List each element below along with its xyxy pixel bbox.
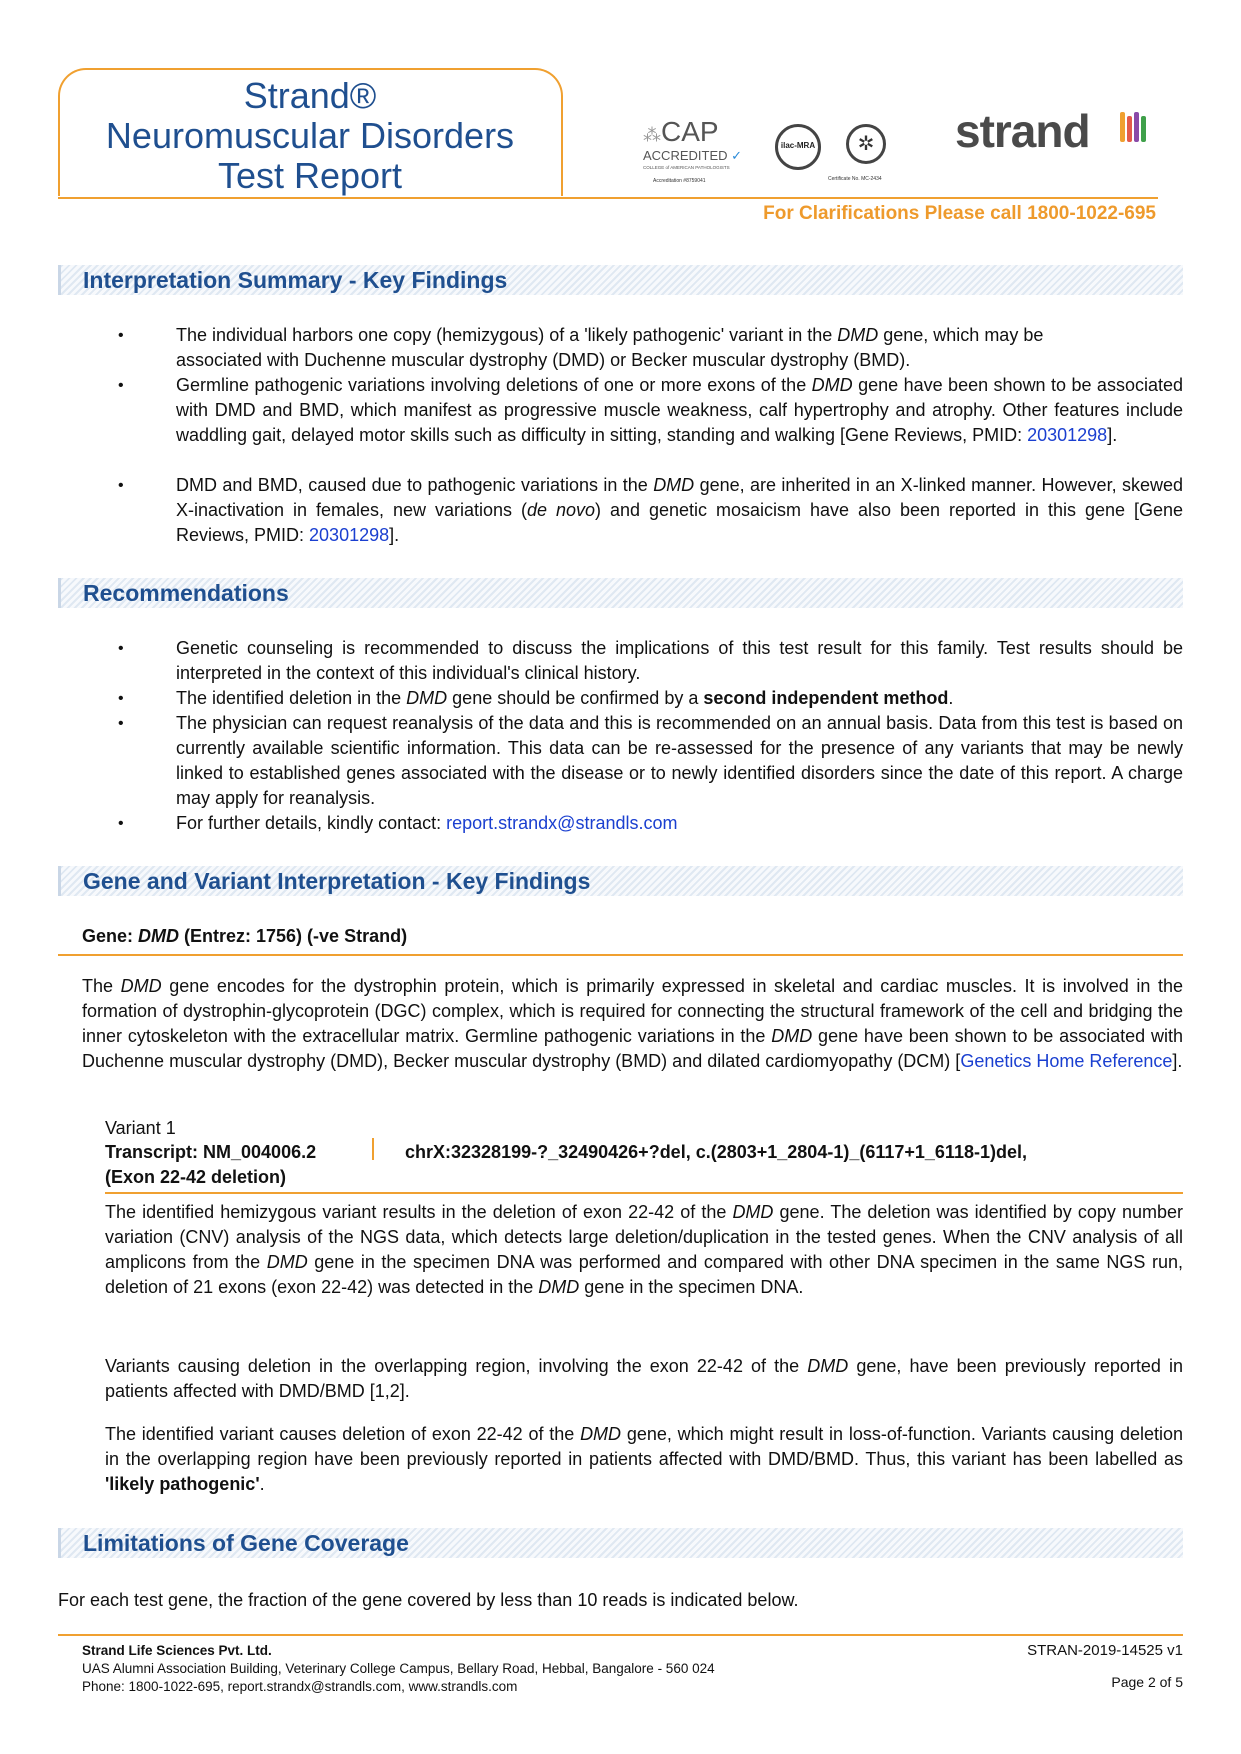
summary-bullet-1 xyxy=(176,323,1183,373)
bullet-icon: • xyxy=(118,377,124,394)
recommendation-1: Genetic counseling is recommended to discuss the implications of this test result for this family. Test results should be interpreted in the context of this individual's clinical history. xyxy=(176,638,1183,683)
genetics-home-reference-link[interactable]: Genetics Home Reference xyxy=(960,1051,1173,1071)
gene-name: DMD xyxy=(807,1356,849,1376)
interpretation-heading-bar xyxy=(58,265,1183,295)
footer-contact: Phone: 1800-1022-695, report.strandx@strandls.com, www.strandls.com xyxy=(82,1679,518,1694)
gene-name: DMD xyxy=(732,1202,774,1222)
text: The identified deletion in the xyxy=(176,688,407,708)
text: gene in the specimen DNA. xyxy=(579,1277,804,1297)
hgvs-notation: chrX:32328199-?_32490426+?del, c.(2803+1_2804-1)_(6117+1_6118-1)del, xyxy=(405,1142,1027,1162)
report-title: Neuromuscular Disorders xyxy=(105,115,515,156)
recommendations-heading: Recommendations xyxy=(83,580,289,606)
bullet-icon: • xyxy=(118,327,124,344)
footer-address: UAS Alumni Association Building, Veterinary College Campus, Bellary Road, Hebbal, Bangalore - 560 024 xyxy=(82,1661,715,1676)
interpretation-heading: Interpretation Summary - Key Findings xyxy=(83,267,508,293)
text: associated with Duchenne muscular dystrophy (DMD) or Becker muscular dystrophy (BMD). xyxy=(176,350,911,370)
cap-college: COLLEGE of AMERICAN PATHOLOGISTS xyxy=(643,165,730,170)
text: ]. xyxy=(1172,1051,1183,1071)
text: gene, have been previously reported in patients affected with DMD/BMD [1,2]. xyxy=(105,1356,1184,1401)
variant-rule xyxy=(105,1192,1183,1194)
report-subtitle: Test Report xyxy=(217,155,403,196)
text: . xyxy=(259,1474,265,1494)
text: gene. The deletion was identified by copy number variation (CNV) analysis of the NGS data, which detects large deletion/duplication in the tested genes. When the CNV analysis of all amplicons from the xyxy=(105,1202,1184,1272)
nabl-logo: ✲ xyxy=(846,124,886,164)
divider xyxy=(372,1138,374,1160)
clarifications-phone: For Clarifications Please call 1800-1022-695 xyxy=(763,203,1156,224)
summary-bullet-3 xyxy=(176,473,1183,548)
de-novo-term: de novo xyxy=(527,500,596,520)
limitations-text: For each test gene, the fraction of the gene covered by less than 10 reads is indicated below. xyxy=(58,1590,799,1610)
ilac-logo xyxy=(775,124,821,170)
text: gene have been shown to be associated with Duchenne muscular dystrophy (DMD), Becker muscular dystrophy (BMD) and dilated cardiomyopathy (DCM) [ xyxy=(82,1026,1183,1071)
exon-deletion: (Exon 22-42 deletion) xyxy=(105,1167,287,1187)
ilac-text: ilac-MRA xyxy=(780,141,816,150)
gene-name: DMD xyxy=(120,976,162,996)
cap-text: CAP xyxy=(661,116,719,147)
limitations-heading: Limitations of Gene Coverage xyxy=(83,1530,409,1556)
recommendation-4 xyxy=(176,811,1183,836)
classification: 'likely pathogenic' xyxy=(105,1474,260,1494)
cap-logo: ⁂CAP ACCREDITED ✓ COLLEGE of AMERICAN PATHOLOGISTS Accreditation #8759041 xyxy=(643,118,763,185)
bullet-icon: • xyxy=(118,640,124,657)
text: gene should be confirmed by a xyxy=(447,688,704,708)
header-rule xyxy=(58,197,1158,199)
text: ]. xyxy=(1107,425,1118,445)
gene-name: DMD xyxy=(138,926,180,946)
text: gene encodes for the dystrophin protein, which is primarily expressed in skeletal and cardiac muscles. It is involved in the formation of dystrophin-glycoprotein (DGC) complex, which is required for connecting the structural framework of the cell and bridging the inner cytoskeleton with the extracellular matrix. Germline pathogenic variations in the xyxy=(82,976,1183,1046)
report-id: STRAN-2019-14525 v1 xyxy=(1027,1642,1183,1659)
bullet-icon: • xyxy=(118,477,124,494)
emphasis: second independent method xyxy=(703,688,949,708)
gene-variant-heading: Gene and Variant Interpretation - Key Findings xyxy=(83,868,591,894)
bullet-icon: • xyxy=(118,715,124,732)
text: gene, which may be xyxy=(878,325,1044,345)
text: The identified hemizygous variant results in the deletion of exon 22-42 of the xyxy=(105,1202,733,1222)
gene-name: DMD xyxy=(580,1424,622,1444)
pmid-link[interactable]: 20301298 xyxy=(309,525,390,545)
gene-name: DMD xyxy=(538,1277,580,1297)
certificate-number: Certificate No. MC-2434 xyxy=(828,176,882,182)
gene-name: DMD xyxy=(837,325,879,345)
checkmark-icon: ✓ xyxy=(731,148,743,163)
variant-paragraph-3 xyxy=(105,1422,1183,1497)
page-number: Page 2 of 5 xyxy=(1111,1674,1183,1690)
recommendation-2 xyxy=(176,686,1183,711)
gene-name: DMD xyxy=(406,688,448,708)
text: The xyxy=(82,976,121,996)
pmid-link[interactable]: 20301298 xyxy=(1027,425,1108,445)
text: gene have been shown to be associated with DMD and BMD, which manifest as progressive muscle weakness, calf hypertrophy and atrophy. Other features include waddling gait, delayed motor skills such as difficulty in sitting, standing and walking [Gene Reviews, PMID: xyxy=(176,375,1183,445)
text: For further details, kindly contact: xyxy=(176,813,447,833)
text: (Entrez: 1756) (-ve Strand) xyxy=(179,926,408,946)
text: Gene: xyxy=(82,926,139,946)
recommendations-heading-bar xyxy=(58,578,1183,608)
gene-rule xyxy=(58,954,1183,956)
text: DMD and BMD, caused due to pathogenic variations in the xyxy=(176,475,654,495)
limitations-heading-bar xyxy=(58,1528,1183,1558)
summary-bullet-2 xyxy=(176,373,1183,448)
text: The identified variant causes deletion of exon 22-42 of the xyxy=(105,1424,581,1444)
text: ]. xyxy=(389,525,400,545)
bullet-icon: • xyxy=(118,690,124,707)
variant-label: Variant 1 xyxy=(105,1118,176,1138)
text: Variants causing deletion in the overlapping region, involving the exon 22-42 of the xyxy=(105,1356,808,1376)
gene-name: DMD xyxy=(653,475,695,495)
gene-description xyxy=(82,974,1183,1074)
gene-name: DMD xyxy=(811,375,853,395)
text: gene in the specimen DNA was performed and compared with other DNA specimen in the same NGS run, deletion of 21 exons (exon 22-42) was detected in the xyxy=(105,1252,1184,1297)
gene-name: DMD xyxy=(771,1026,813,1046)
transcript: Transcript: NM_004006.2 xyxy=(105,1142,317,1162)
text: gene, are inherited in an X-linked manner. However, skewed X-inactivation in females, new variations ( xyxy=(176,475,1183,520)
text: . xyxy=(948,688,954,708)
email-link[interactable]: report.strandx@strandls.com xyxy=(446,813,678,833)
gene-name: DMD xyxy=(266,1252,308,1272)
strand-logo: strand xyxy=(955,105,1090,157)
variant-paragraph-2 xyxy=(105,1354,1183,1404)
footer-company: Strand Life Sciences Pvt. Ltd. xyxy=(82,1643,272,1658)
text: gene, which might result in loss-of-function. Variants causing deletion in the overlapping region have been previously reported in patients affected with DMD/BMD. Thus, this variant has been labelled as xyxy=(105,1424,1183,1469)
strand-logo-icon xyxy=(1120,112,1148,142)
variant-paragraph-1 xyxy=(105,1200,1183,1300)
footer-rule xyxy=(58,1634,1183,1636)
bullet-icon: • xyxy=(118,815,124,832)
recommendation-3: The physician can request reanalysis of the data and this is recommended on an annual basis. Data from this test is based on currently available scientific information. This data can be re-assessed for the presence of any variants that may be newly linked to established genes associated with the disease or to newly identified disorders since the date of this report. A charge may apply for reanalysis. xyxy=(176,713,1183,808)
gene-variant-heading-bar xyxy=(58,866,1183,896)
text: The individual harbors one copy (hemizygous) of a 'likely pathogenic' variant in the xyxy=(176,325,838,345)
text: Germline pathogenic variations involving deletions of one or more exons of the xyxy=(176,375,812,395)
gene-header xyxy=(82,924,407,949)
text: ) and genetic mosaicism have also been reported in this gene [Gene Reviews, PMID: xyxy=(176,500,1184,545)
cap-accredited: ACCREDITED xyxy=(643,148,728,163)
report-brand-title: Strand® xyxy=(243,75,377,116)
cap-accreditation-number: Accreditation #8759041 xyxy=(653,178,706,184)
